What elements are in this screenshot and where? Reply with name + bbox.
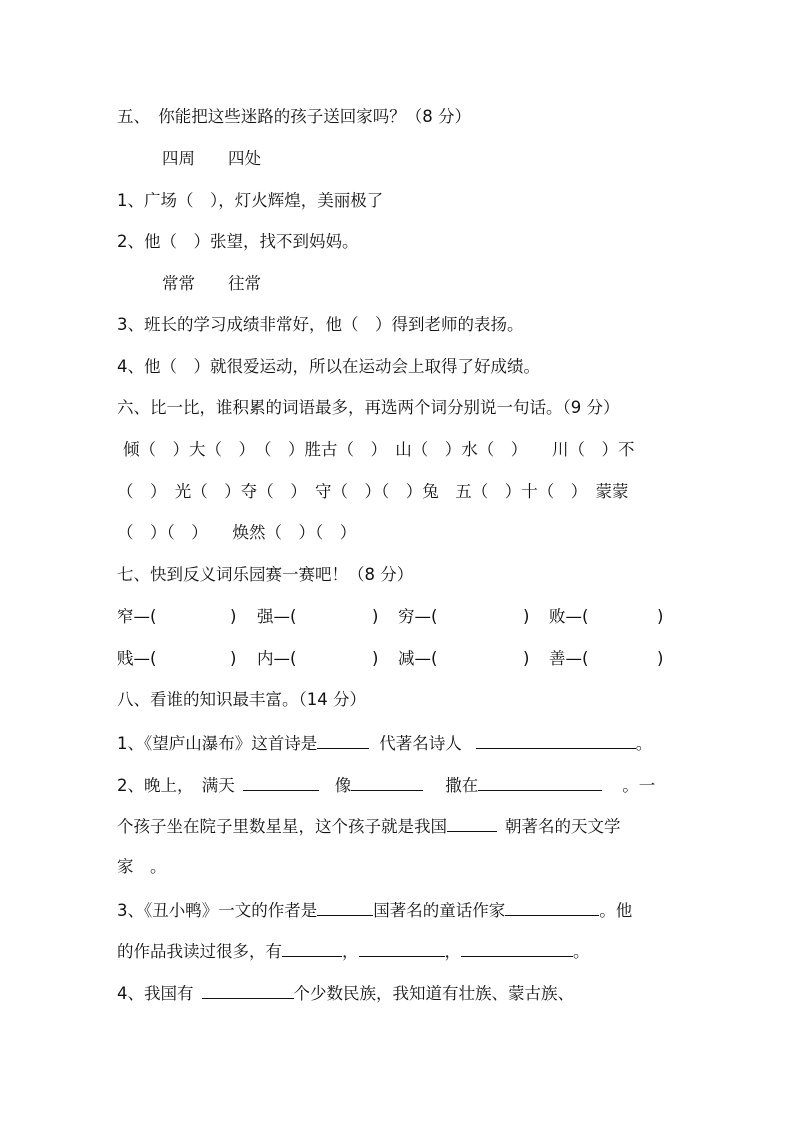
antonym-item: 窄—( xyxy=(117,607,157,626)
antonym-item: 强—( xyxy=(257,607,297,626)
answer-blank[interactable] xyxy=(282,940,342,957)
answer-blank[interactable] xyxy=(476,732,636,749)
question-8-2-line-3: 家 。 xyxy=(117,857,167,876)
answer-blank[interactable] xyxy=(243,774,319,791)
answer-blank[interactable] xyxy=(505,899,599,916)
question-5-1: 1、广场（ ），灯火辉煌，美丽极了 xyxy=(117,191,384,210)
q8-3-text-g: 。 xyxy=(573,942,590,961)
section-6-title: 六、比一比，谁积累的词语最多，再选两个词分别说一句话。（9 分） xyxy=(117,398,620,417)
antonym-close: ) xyxy=(230,607,237,626)
answer-blank[interactable] xyxy=(351,774,423,791)
section-5-title: 五、 你能把这些迷路的孩子送回家吗？（8 分） xyxy=(117,107,471,126)
q8-4-text-b: 个少数民族，我知道有壮族、蒙古族、 xyxy=(293,984,574,1003)
answer-blank[interactable] xyxy=(447,815,497,832)
question-8-3-line-1 xyxy=(117,899,632,921)
antonym-item: 内—( xyxy=(257,649,297,668)
antonym-close: ) xyxy=(372,607,379,626)
question-5-3: 3、班长的学习成绩非常好，他（ ）得到老师的表扬。 xyxy=(117,315,524,334)
q8-1-text-b: 代著名诗人 xyxy=(379,734,462,753)
q8-3-text-a: 3、《丑小鸭》一文的作者是 xyxy=(117,901,318,920)
answer-blank[interactable] xyxy=(461,940,573,957)
q8-3-text-e: ， xyxy=(342,942,359,961)
section-8-title: 八、看谁的知识最丰富。（14 分） xyxy=(117,690,366,709)
q8-2-text-e: 个孩子坐在院子里数星星，这个孩子就是我国 xyxy=(117,817,447,836)
q8-2-text-f: 朝著名的天文学 xyxy=(505,817,621,836)
q8-3-text-f: ， xyxy=(444,942,461,961)
q8-2-text-c: 撒在 xyxy=(445,776,479,795)
antonym-close: ) xyxy=(523,649,530,668)
q8-2-text-b: 像 xyxy=(334,776,352,795)
question-8-2-line-2 xyxy=(117,815,621,837)
question-5-4: 4、他（ ）就很爱运动，所以在运动会上取得了好成绩。 xyxy=(117,357,540,376)
answer-blank[interactable] xyxy=(478,774,602,791)
antonym-item: 贱—( xyxy=(117,649,157,668)
q8-3-text-d: 的作品我读过很多，有 xyxy=(117,942,282,961)
answer-blank[interactable] xyxy=(317,899,373,916)
answer-blank[interactable] xyxy=(359,940,445,957)
question-8-3-line-2 xyxy=(117,940,590,962)
word-choices-1: 四周 四处 xyxy=(162,149,261,168)
antonym-close: ) xyxy=(230,649,237,668)
idiom-row-2: （ ） 光（ ）夺（ ） 守（ ）（ ）兔 五（ ）十（ ） 蒙蒙 xyxy=(117,482,629,501)
antonym-close: ) xyxy=(657,607,664,626)
section-7-title: 七、快到反义词乐园赛一赛吧！（8 分） xyxy=(117,565,414,584)
question-8-4 xyxy=(117,982,574,1004)
antonym-close: ) xyxy=(372,649,379,668)
question-8-1 xyxy=(117,732,652,754)
antonym-item: 败—( xyxy=(549,607,589,626)
q8-2-text-d: 。一 xyxy=(622,776,656,795)
idiom-row-3: （ ）（ ） 焕然（ ）（ ） xyxy=(117,523,357,542)
q8-4-text-a: 4、我国有 xyxy=(117,984,194,1003)
q8-1-text-c: 。 xyxy=(635,734,653,753)
antonym-item: 减—( xyxy=(398,649,438,668)
answer-blank[interactable] xyxy=(317,732,369,749)
question-8-2-line-1 xyxy=(117,774,655,796)
antonym-item: 穷—( xyxy=(398,607,438,626)
idiom-row-1: 倾（ ）大（ ） （ ）胜古（ ） 山（ ）水（ ） 川（ ）不 xyxy=(123,440,635,459)
answer-blank[interactable] xyxy=(202,982,294,999)
q8-3-text-c: 。他 xyxy=(599,901,633,920)
question-5-2: 2、他（ ）张望，找不到妈妈。 xyxy=(117,232,359,251)
word-choices-2: 常常 往常 xyxy=(162,274,261,293)
antonym-close: ) xyxy=(523,607,530,626)
q8-3-text-b: 国著名的童话作家 xyxy=(373,901,506,920)
antonym-close: ) xyxy=(657,649,664,668)
q8-2-text-a: 2、晚上， 满天 xyxy=(117,776,235,795)
q8-1-text-a: 1、《望庐山瀑布》这首诗是 xyxy=(117,734,318,753)
antonym-item: 善—( xyxy=(549,649,589,668)
